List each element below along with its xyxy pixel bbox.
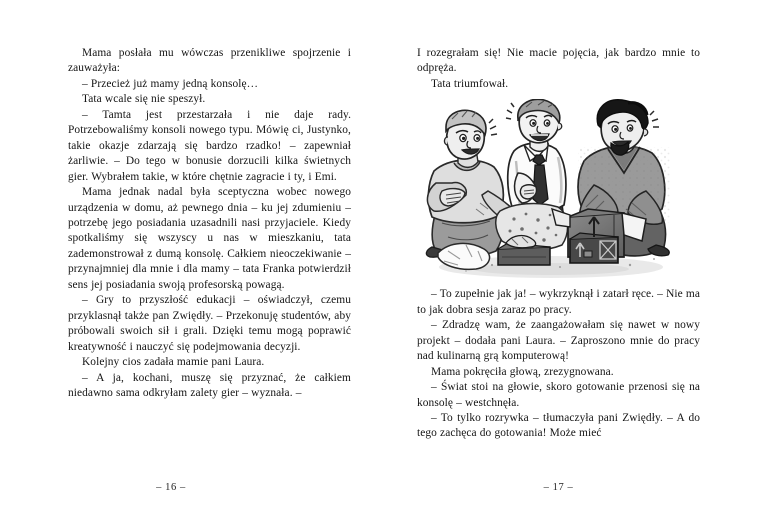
paragraph: – Świat stoi na głowie, skoro gotowanie przenosi się na konsolę – westchnęła. — [417, 381, 700, 409]
paragraph: I rozegrałam się! Nie macie pojęcia, jak bardzo mnie to odpręża. — [417, 47, 700, 75]
left-man-pupil-left — [462, 137, 465, 140]
carton-label — [584, 251, 592, 257]
paragraph: – Przecież już mamy jedną konsolę… — [82, 77, 259, 90]
paragraph: Mama jednak nadal była sceptyczna wobec nowego urządzenia w domu, aż pewnego dnia – ku jej zdumieniu – potrzebę jego posiadania uzasadnili nasi przyjaciele. Kiedy spotkaliśmy się wszyscy u nas w mieszkaniu, tata zademonstrował z dumą konsolę. Całkiem nieoczekiwanie – przynajmniej dla mnie i dla mamy – tata Franka potwierdził sens jej posiadania swoją profesorską powagą. — [68, 186, 351, 291]
paragraph: Mama posłała mu wówczas przenikliwe spojrzenie i zauważyła: — [68, 47, 351, 75]
center-man-pupil-left — [532, 122, 535, 125]
right-man-pupil-left — [614, 128, 617, 131]
paragraph: Tata wcale się nie speszył. — [82, 93, 206, 106]
small-box-body — [498, 247, 550, 265]
left-man-pupil-right — [476, 137, 479, 140]
paragraph: Kolejny cios zadała mamie pani Laura. — [82, 356, 265, 369]
page-right — [380, 0, 760, 521]
paragraph: – A ja, kochani, muszę się przyznać, że całkiem niedawno sama odkryłam zalety gier – wyznała. – — [68, 371, 351, 399]
paragraph: – To tylko rozrywka – tłumaczyła pani Zwiędły. – A do tego zachęca do gotowania! Może mieć — [417, 411, 700, 440]
right-man-pupil-right — [629, 127, 632, 130]
page-number-left: – 16 – — [156, 482, 186, 493]
paragraph: Tata triumfował. — [431, 77, 509, 90]
paragraph: – Zdradzę wam, że zaangażowałam się nawet w nowy projekt – dodała pani Laura. – Zaproszono mnie do pracy nad kulinarną grą komputerową! — [417, 319, 700, 363]
center-man-ear — [558, 123, 562, 130]
paragraph: – Gry to przyszłość edukacji – oświadczył, czemu przyklasnął także pan Zwiędły. – Przekonuję studentów, aby próbowali swoich sił i grali. Dzięki temu mogą poprawić kreatywność i nauczyć się podejmowania decyzji. — [68, 294, 351, 353]
paragraph: Mama pokręciła głową, zrezygnowana. — [431, 365, 614, 378]
right-page-textblock-bottom — [417, 287, 700, 442]
illustration-svg — [418, 99, 684, 281]
left-page-textblock — [68, 46, 351, 401]
floor-shadow-core — [473, 263, 629, 275]
right-page-textblock-top — [417, 46, 700, 92]
center-man-pupil-right — [546, 122, 549, 125]
paragraph: – Tamta jest przestarzała i nie daje rady. Potrzebowaliśmy konsoli nowego typu. Mówię ci, Justynko, takie okazje zdarzają się bardzo rzadko! – zapewniał żarliwie. – Do tego w bonusie dorzucili kilka świetnych gier. Wybrałem takie, w które chętnie zagracie i ty, i Emi. — [68, 108, 351, 183]
page-number-right: – 17 – — [543, 482, 574, 493]
center-man-hand — [520, 185, 536, 199]
illustration-three-men-unboxing-console — [418, 99, 684, 281]
paragraph: – To zupełnie jak ja! – wykrzyknął i zatarł ręce. – Nie ma to jak dobra sesja zaraz po pracy. — [417, 288, 700, 316]
right-man-ear — [644, 129, 648, 136]
